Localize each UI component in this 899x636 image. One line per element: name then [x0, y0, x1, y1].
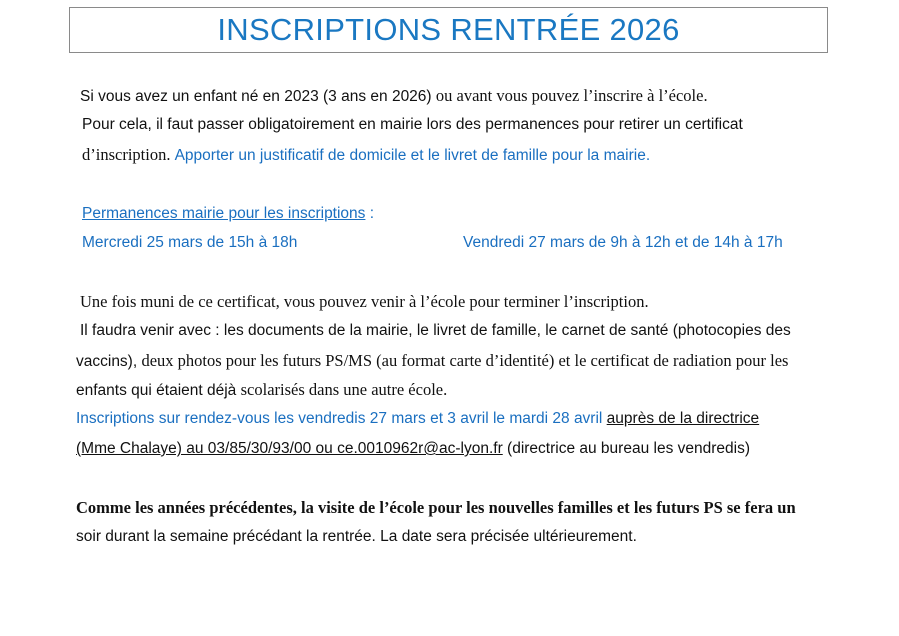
- director-link[interactable]: auprès de la directrice: [606, 410, 760, 427]
- school-line-4-sans: enfants qui étaient déjà: [76, 382, 241, 399]
- intro-line-1-sans: Si vous avez un enfant né en 2023 (3 ans en 2026): [80, 88, 436, 105]
- school-line-5-blue: Inscriptions sur rendez-vous les vendredis 27 mars et 3 avril le mardi 28 avril: [76, 410, 607, 427]
- permanences-heading-text: Permanences mairie pour les inscriptions: [82, 205, 366, 222]
- school-line-5: [76, 409, 759, 429]
- visit-line-2: soir durant la semaine précédant la rentrée. La date sera précisée ultérieurement.: [76, 528, 637, 545]
- intro-line-1-serif: ou avant vous pouvez l’inscrire à l’école.: [435, 86, 708, 105]
- intro-line-3-serif: d’inscription.: [82, 145, 175, 164]
- permanences-heading-suffix: :: [365, 205, 375, 222]
- permanence-day-1: Mercredi 25 mars de 15h à 18h: [82, 234, 298, 251]
- school-line-6-rest: (directrice au bureau les vendredis): [502, 440, 750, 457]
- permanences-heading: [82, 204, 374, 224]
- school-line-3-serif: deux photos pour les futurs PS/MS (au format carte d’identité) et le certificat de radiation pour les: [141, 351, 789, 370]
- school-line-2: Il faudra venir avec : les documents de la mairie, le livret de famille, le carnet de santé (photocopies des: [80, 322, 791, 339]
- intro-line-3: [82, 145, 650, 166]
- page-title: INSCRIPTIONS RENTRÉE 2026: [217, 12, 680, 47]
- contact-link[interactable]: (Mme Chalaye) au 03/85/30/93/00 ou ce.0010962r@ac-lyon.fr: [76, 440, 503, 457]
- title-box: [69, 7, 828, 53]
- school-line-4: [76, 380, 447, 401]
- school-line-3: [76, 351, 788, 372]
- intro-line-3-blue: Apporter un justificatif de domicile et le livret de famille pour la mairie.: [174, 147, 651, 164]
- permanence-day-2: Vendredi 27 mars de 9h à 12h et de 14h à 17h: [463, 234, 783, 251]
- school-line-4-serif: scolarisés dans une autre école.: [240, 380, 448, 399]
- school-line-3-sans: vaccins),: [76, 353, 142, 370]
- visit-line-1: Comme les années précédentes, la visite de l’école pour les nouvelles familles et les futurs PS se fera un: [76, 498, 796, 517]
- intro-line-1: [80, 86, 708, 107]
- intro-line-2: Pour cela, il faut passer obligatoirement en mairie lors des permanences pour retirer un certificat: [82, 116, 743, 133]
- school-line-1: Une fois muni de ce certificat, vous pouvez venir à l’école pour terminer l’inscription.: [80, 292, 649, 311]
- school-line-6: [76, 439, 750, 459]
